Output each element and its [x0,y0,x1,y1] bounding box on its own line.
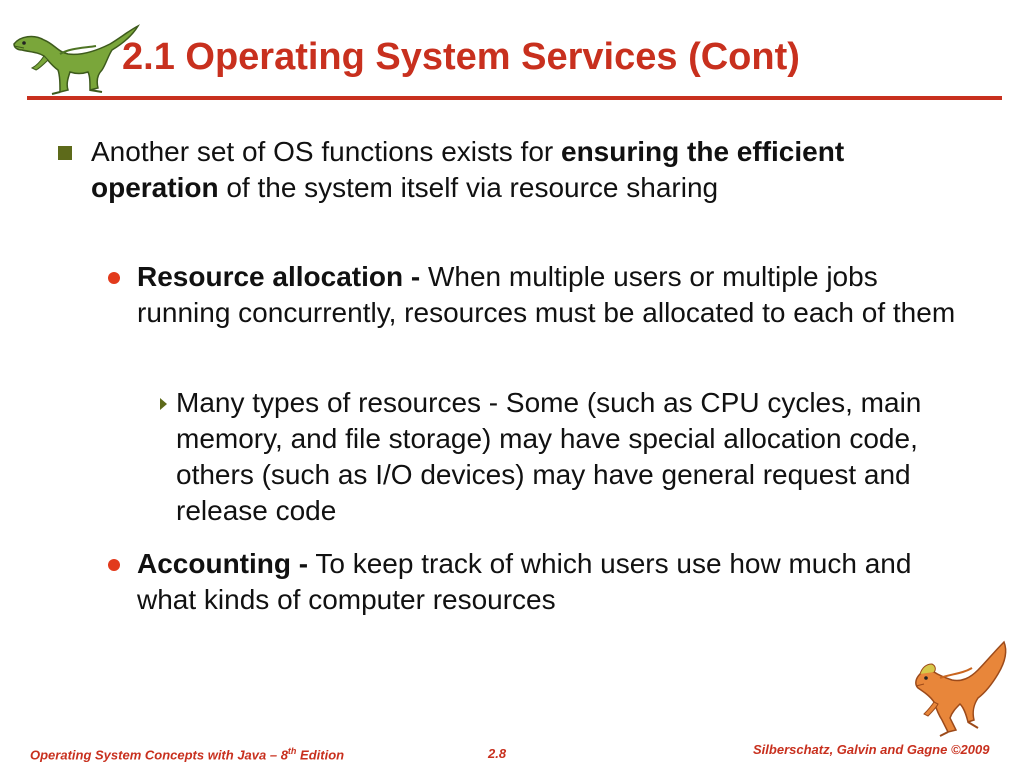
bullet-level1 [91,134,911,206]
bullet-level1-bold: ensuring the efficient operation [91,136,845,203]
footer-copyright: Silberschatz, Galvin and Gagne ©2009 [753,742,990,757]
dot-bullet-icon [108,272,120,284]
accounting-text: To keep track of which users use how much and what kinds of computer resources [137,548,912,615]
footer-page-number: 2.8 [488,746,507,761]
footer-book-sup: th [287,746,297,756]
footer-book-title-text: Operating System Concepts with Java – 8 [30,747,288,763]
triangle-bullet-icon [160,398,167,410]
bullet-level1-text2: of the system itself via resource sharing [218,172,719,203]
slide-title: 2.1 Operating System Services (Cont) [122,36,800,78]
bullet-accounting [137,546,967,618]
footer-book-title [30,746,344,762]
resource-types-text: Many types of resources - Some (such as CPU cycles, main memory, and file storage) may have special allocation code, others (such as I/O devices) may have general request and release code [176,387,922,526]
resource-allocation-text: When multiple users or multiple jobs running concurrently, resources must be allocated to each of them [137,261,956,328]
square-bullet-icon [58,146,72,160]
orange-dinosaur-icon [904,638,1012,742]
dot-bullet-icon [108,559,120,571]
footer-book-edition: Edition [296,747,345,763]
bullet-resource-types [176,385,986,529]
accounting-heading: Accounting - [137,548,309,579]
bullet-resource-allocation [137,259,967,331]
bullet-level1-text1: Another set of OS functions exists for [91,136,561,167]
resource-allocation-heading: Resource allocation - [137,261,421,292]
